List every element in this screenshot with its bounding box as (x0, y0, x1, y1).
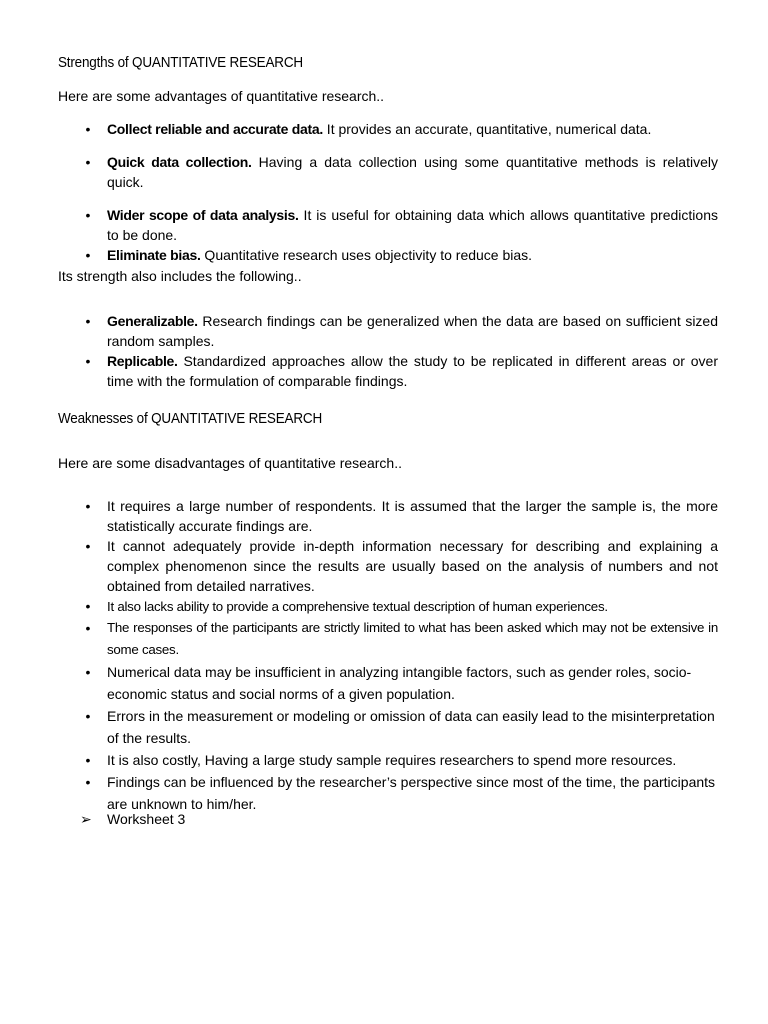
bullet-icon: • (85, 498, 91, 514)
arrow-bullet-icon: ➢ (80, 811, 92, 827)
bullet-icon: • (85, 207, 91, 223)
strengths-also-intro: Its strength also includes the following.. (58, 268, 302, 284)
strengths-list (0, 119, 768, 265)
item-text: It requires a large number of respondents. It is assumed that the larger the sample is, the more statistically accurate findings are. (107, 498, 718, 534)
bullet-icon: • (85, 154, 91, 170)
weaknesses-intro: Here are some disadvantages of quantitative research.. (58, 455, 402, 471)
strengths-intro: Here are some advantages of quantitative research.. (58, 88, 385, 104)
bullet-icon: • (85, 620, 91, 636)
bullet-icon: • (85, 313, 91, 329)
bullet-icon: • (85, 538, 91, 554)
item-text: It cannot adequately provide in-depth information necessary for describing and explaining a complex phenomenon since the results are usually based on the analysis of numbers and not obtained from detailed narratives. (107, 538, 718, 594)
item-text: Standardized approaches allow the study to be replicated in different areas or over time with the formulation of comparable findings. (107, 353, 718, 389)
list-item (0, 661, 768, 705)
item-text: The responses of the participants are strictly limited to what has been asked which may not be extensive in some cases. (107, 620, 718, 657)
strengths-heading: Strengths of QUANTITATIVE RESEARCH (58, 55, 303, 71)
item-text: Errors in the measurement or modeling or omission of data can easily lead to the misinterpretation of the results. (107, 708, 715, 746)
item-term: Wider scope of data analysis. (107, 207, 299, 223)
item-text: Having a data collection using some quantitative methods is relatively quick. (107, 154, 718, 190)
item-term: Generalizable. (107, 313, 198, 329)
bullet-icon: • (85, 353, 91, 369)
item-text: It provides an accurate, quantitative, numerical data. (322, 121, 652, 137)
list-item (0, 205, 768, 245)
list-item (0, 749, 768, 771)
weaknesses-list (0, 496, 768, 815)
item-term: Replicable. (107, 353, 178, 369)
worksheet-item (0, 809, 768, 829)
list-item (0, 617, 768, 661)
bullet-icon: • (85, 598, 91, 614)
item-text: Quantitative research uses objectivity to reduce bias. (200, 247, 533, 263)
list-item (0, 152, 768, 192)
bullet-icon: • (85, 121, 91, 137)
worksheet-label: Worksheet 3 (107, 811, 186, 827)
list-item (0, 245, 768, 265)
item-text: Numerical data may be insufficient in analyzing intangible factors, such as gender roles, socio-economic status and social norms of a given population. (107, 664, 692, 702)
list-item (0, 705, 768, 749)
bullet-icon: • (85, 664, 91, 680)
item-text: Findings can be influenced by the researcher’s perspective since most of the time, the participants are unknown to him/her. (107, 774, 716, 812)
bullet-icon: • (85, 247, 91, 263)
list-item (0, 351, 768, 391)
item-text: It is also costly, Having a large study sample requires researchers to spend more resources. (107, 752, 677, 768)
item-text: It is useful for obtaining data which allows quantitative predictions to be done. (107, 207, 718, 243)
list-item (0, 596, 768, 617)
bullet-icon: • (85, 752, 91, 768)
list-item (0, 311, 768, 351)
item-text: Research findings can be generalized when the data are based on sufficient sized random samples. (107, 313, 718, 349)
item-term: Collect reliable and accurate data. (107, 121, 323, 137)
strengths-also-list (0, 311, 768, 391)
item-term: Eliminate bias. (107, 247, 201, 263)
list-item (0, 119, 768, 139)
item-text: It also lacks ability to provide a comprehensive textual description of human experiences. (107, 599, 608, 614)
item-term: Quick data collection. (107, 154, 252, 170)
bullet-icon: • (85, 708, 91, 724)
list-item (0, 536, 768, 596)
weaknesses-heading: Weaknesses of QUANTITATIVE RESEARCH (58, 411, 323, 427)
list-item (0, 496, 768, 536)
bullet-icon: • (85, 774, 91, 790)
